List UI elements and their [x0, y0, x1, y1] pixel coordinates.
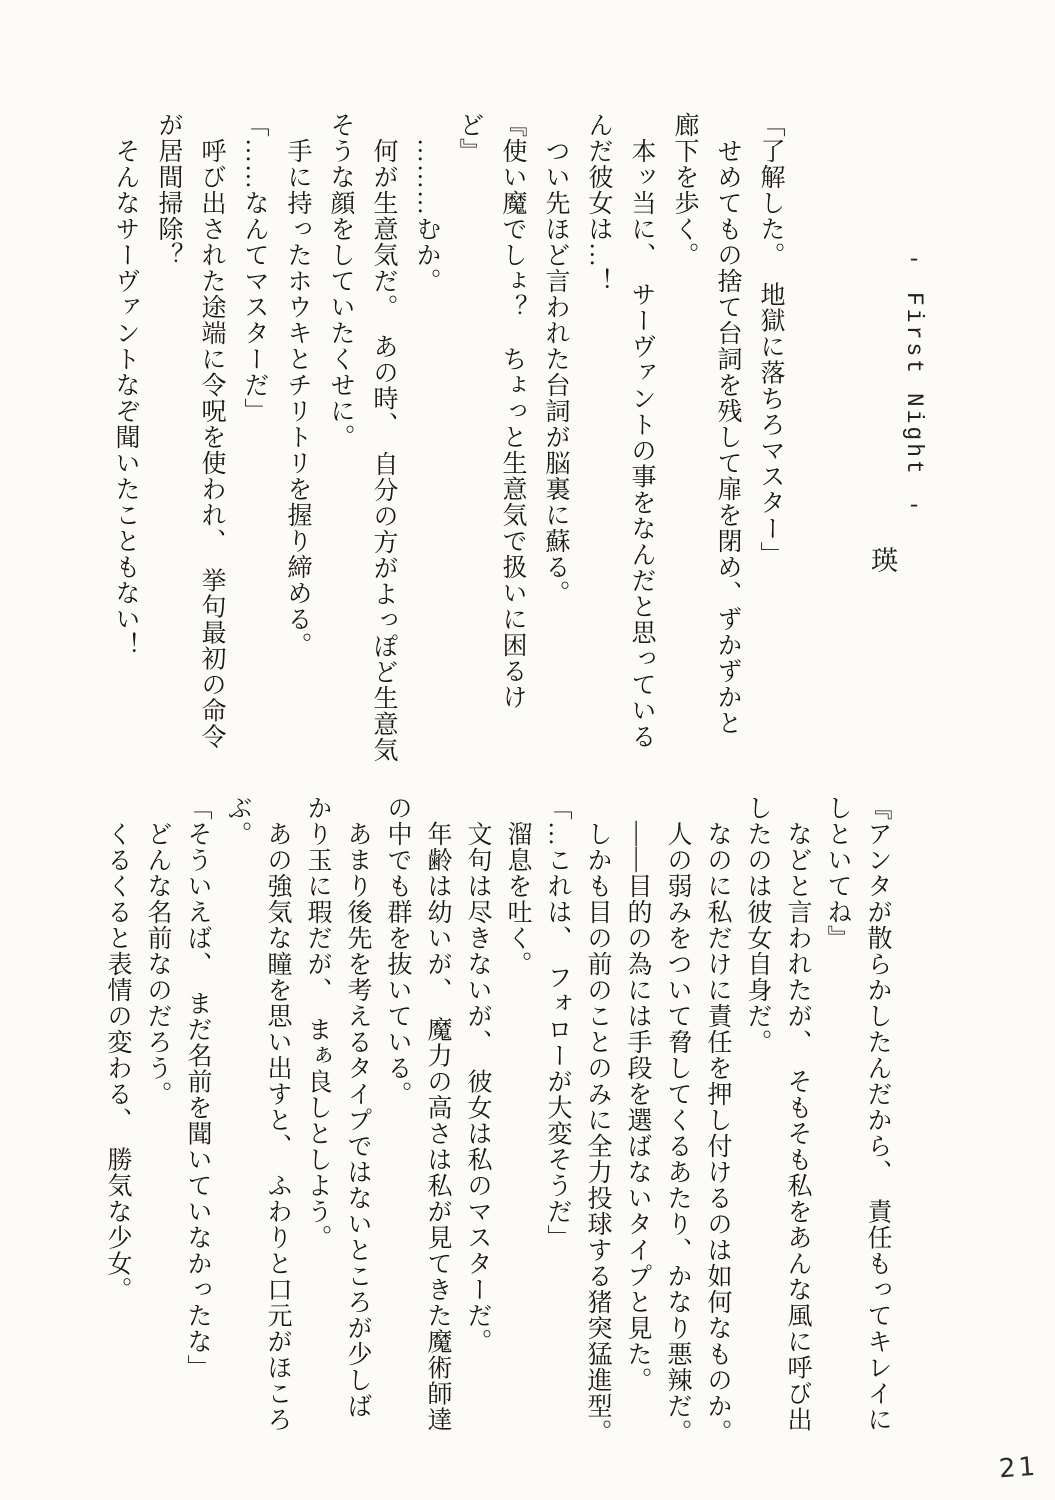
text-line: あまり後先を考えるタイプではないところが少しば: [344, 821, 371, 1419]
text-line: くるくると表情の変わる、 勝気な少女。: [104, 821, 131, 1303]
text-line: の中でも群を抜いている。: [384, 795, 411, 1107]
text-line: つい先ほど言われた台詞が脳裏に蘇る。: [542, 138, 569, 606]
text-line: したのは彼女自身だ。: [744, 795, 771, 1055]
text-line: そんなサーヴァントなぞ聞いたこともない！: [112, 138, 139, 658]
chapter-title-text: First Night: [901, 292, 927, 477]
text-line: ぶ。: [224, 795, 251, 847]
text-line: が居間掃除？: [155, 112, 182, 268]
text-line: 「……なんてマスターだ」: [241, 112, 268, 424]
text-line: などと言われたが、 そもそも私をあんな風に呼び出: [784, 821, 811, 1433]
text-line: ど』: [456, 112, 483, 164]
page-number: 21: [998, 1451, 1040, 1485]
text-line: 手に持ったホウキとチリトリを握り締める。: [284, 138, 311, 658]
author-name: 瑛: [867, 546, 897, 573]
chapter-title-dash: -: [901, 492, 927, 522]
text-line: 人の弱みをついて脅してくるあたり、かなり悪辣だ。: [664, 821, 691, 1445]
chapter-title: [901, 247, 927, 522]
text-line: 溜息を吐く。: [504, 821, 531, 977]
text-line: 「そういえば、 まだ名前を聞いていなかったな」: [184, 795, 211, 1381]
text-line: しといてね』: [824, 795, 851, 951]
text-line: あの強気な瞳を思い出すと、 ふわりと口元がほころ: [264, 821, 291, 1433]
top-text-block: [104, 112, 792, 812]
text-line: 「…これは、 フォローが大変そうだ」: [544, 795, 571, 1251]
chapter-title-dash: -: [901, 247, 927, 276]
text-line: 「了解した。 地獄に落ちろマスター」: [757, 112, 784, 568]
text-line: 本ッ当に、 サーヴァントの事をなんだと思っている: [628, 138, 655, 750]
text-line: 呼び出された途端に令呪を使われ、 挙句最初の命令: [198, 138, 225, 750]
text-line: んだ彼女は…！: [585, 112, 612, 294]
text-line: なのに私だけに責任を押し付けるのは如何なものか。: [704, 821, 731, 1445]
text-line: ――目的の為には手段を選ばないタイプと見た。: [624, 821, 651, 1393]
text-line: 何が生意気だ。 あの時、 自分の方がよっぽど生意気: [370, 138, 397, 763]
text-line: かり玉に瑕だが、 まぁ良しとしよう。: [304, 795, 331, 1251]
text-line: 『使い魔でしょ？ ちょっと生意気で扱いに困るけ: [499, 112, 526, 710]
text-line: 年齢は幼いが、 魔力の高さは私が見てきた魔術師達: [424, 821, 451, 1433]
text-line: 『アンタが散らかしたんだから、 責任もってキレイに: [864, 795, 891, 1433]
text-line: そうな顔をしていたくせに。: [327, 112, 354, 450]
bottom-text-block: [97, 795, 897, 1495]
text-line: せめてもの捨て台詞を残して扉を閉め、ずかずかと: [714, 138, 741, 736]
text-line: 文句は尽きないが、 彼女は私のマスターだ。: [464, 821, 491, 1355]
text-line: 廊下を歩く。: [671, 112, 698, 268]
text-line: ………むか。: [413, 138, 440, 294]
text-line: しかも目の前のことのみに全力投球する猪突猛進型。: [584, 821, 611, 1445]
text-line: どんな名前なのだろう。: [144, 821, 171, 1107]
